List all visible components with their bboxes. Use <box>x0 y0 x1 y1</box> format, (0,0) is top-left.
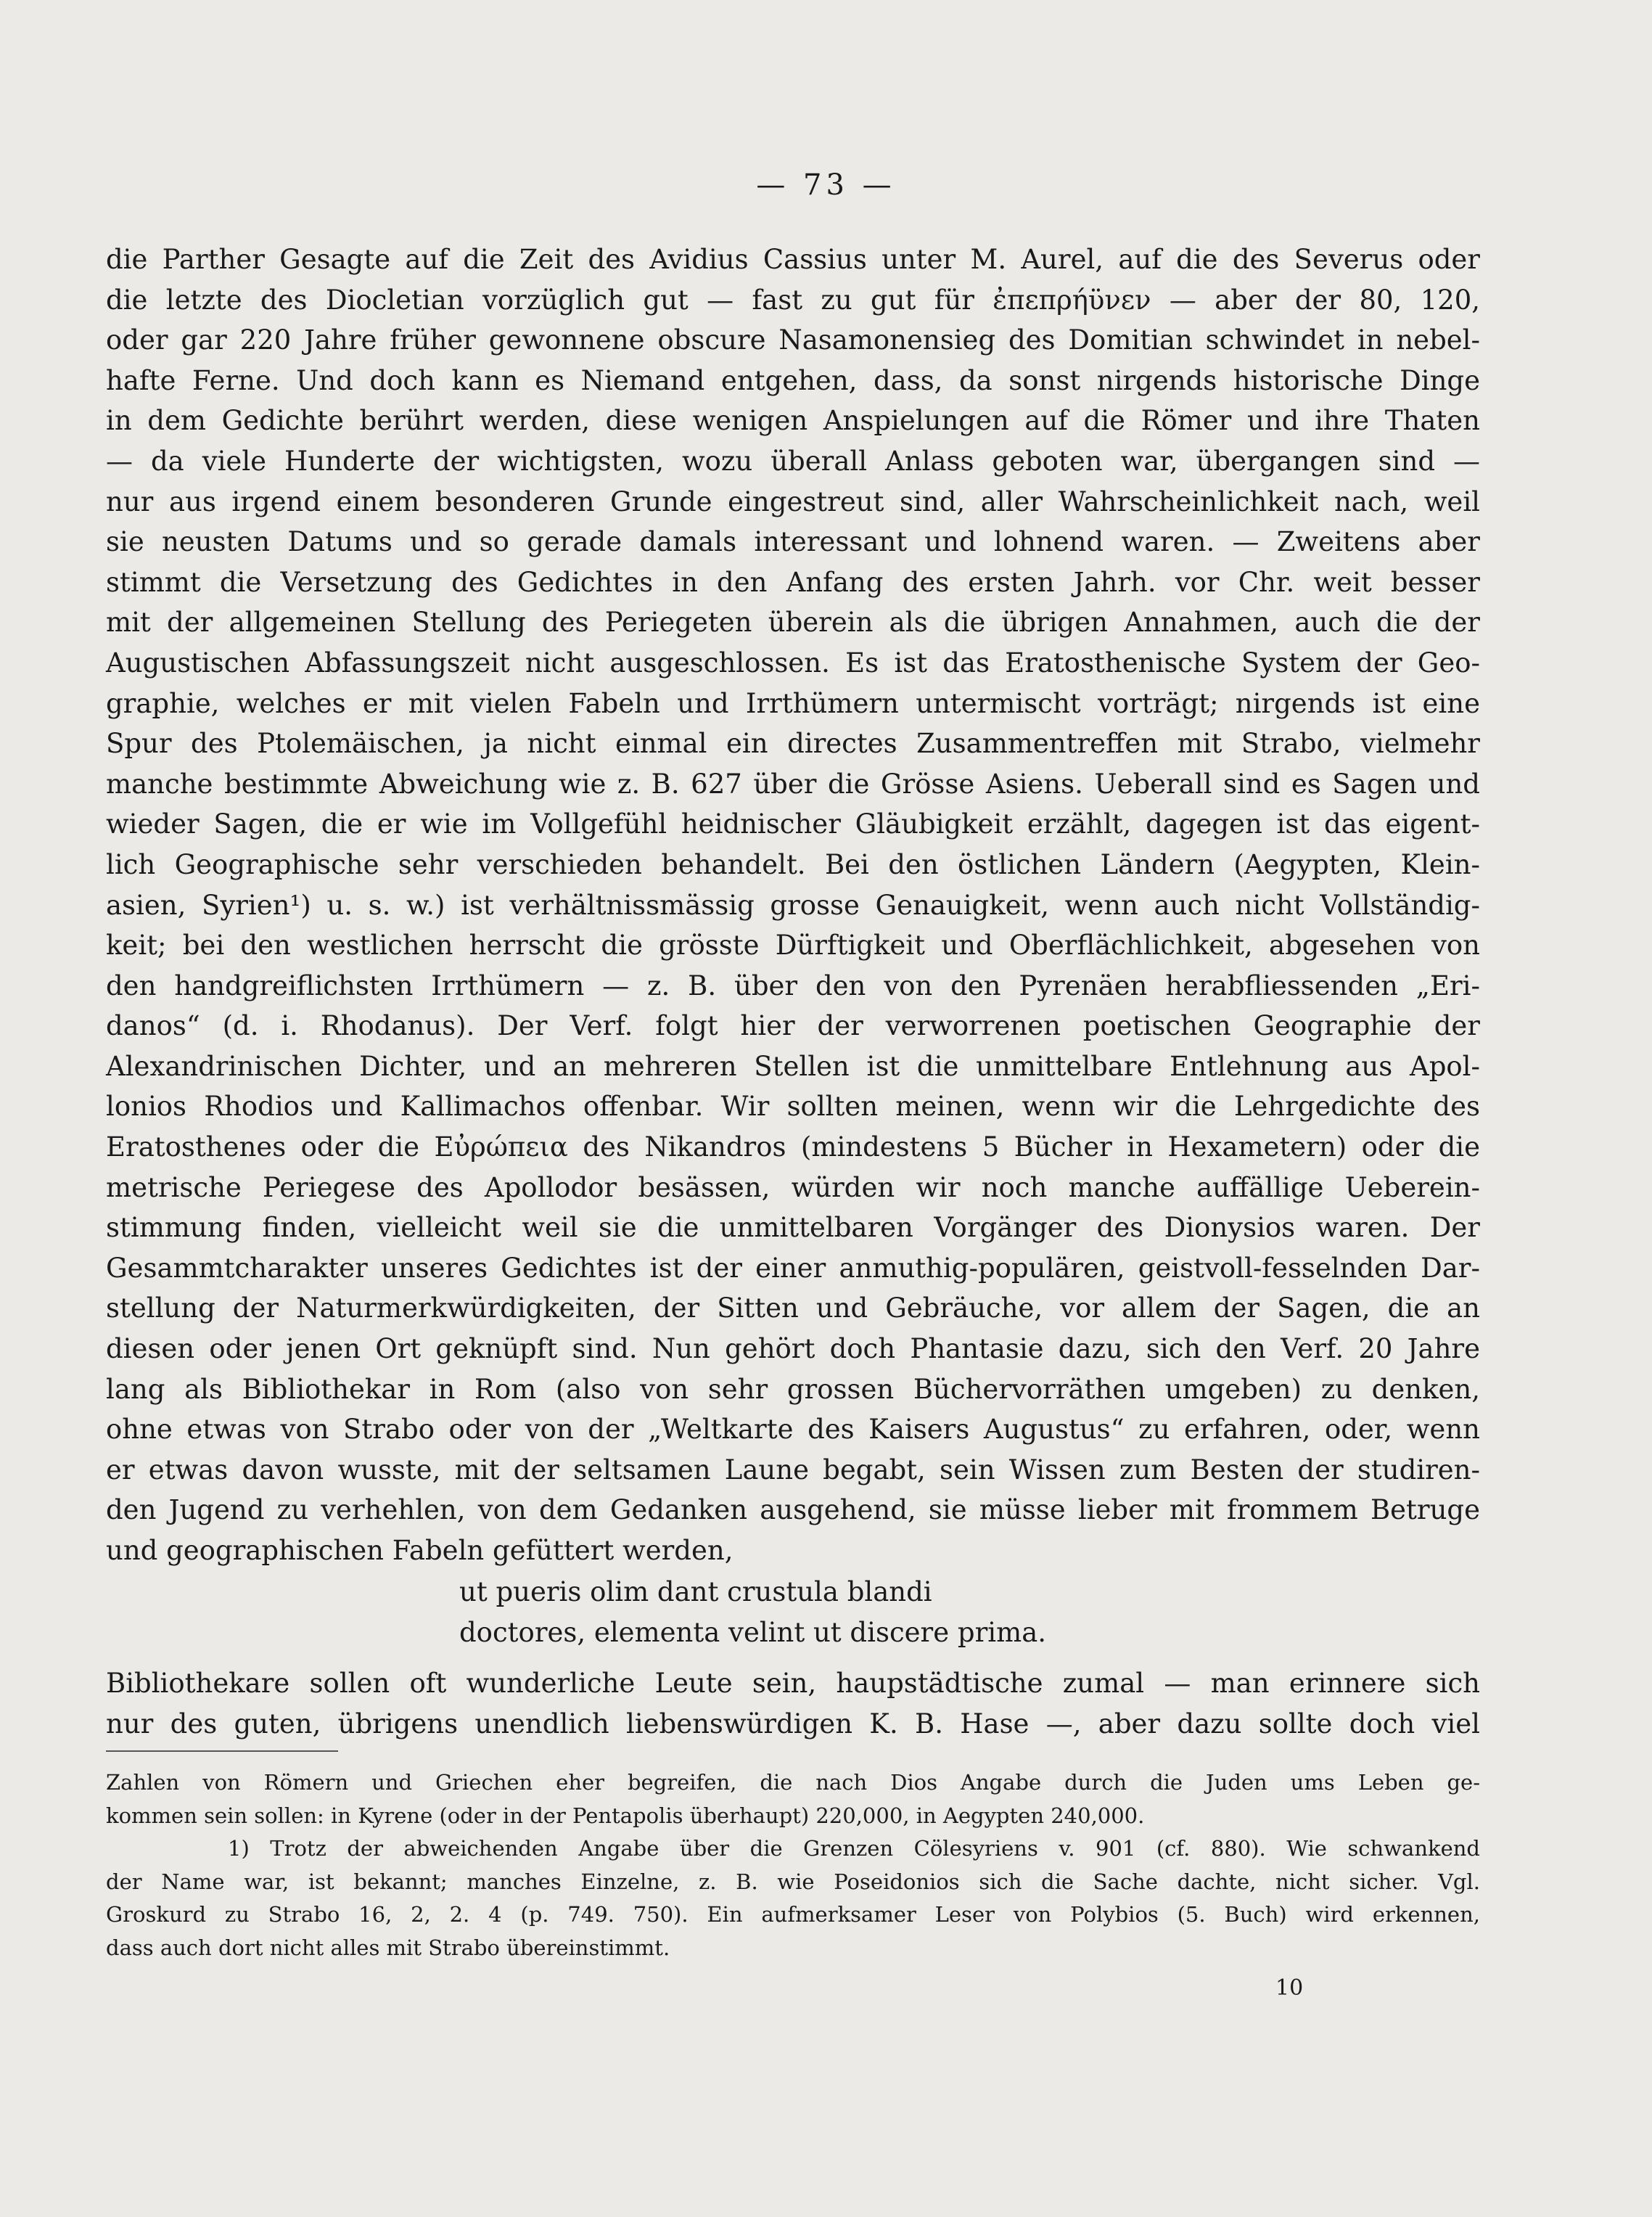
text-line: sie neusten Datums und so gerade damals interessant und lohnend waren. — Zweitens aber <box>106 526 1480 558</box>
text-line: metrische Periegese des Apollodor besässen, würden wir noch manche auffällige Ueberein- <box>106 1171 1480 1203</box>
text-line: Eratosthenes oder die Εὐρώπεια des Nikandros (mindestens 5 Bücher in Hexametern) oder die <box>106 1131 1480 1163</box>
text-line: Bibliothekare sollen oft wunderliche Leute sein, haupstädtische zumal — man erinnere sich <box>106 1668 1480 1699</box>
text-line: die letzte des Diocletian vorzüglich gut — fast zu gut für ἐπεπρήϋνεν — aber der 80, 120, <box>106 284 1480 316</box>
text-line: die Parther Gesagte auf die Zeit des Avidius Cassius unter M. Aurel, auf die des Severus oder <box>106 244 1480 275</box>
text-line: nur aus irgend einem besonderen Grunde eingestreut sind, aller Wahrscheinlichkeit nach, weil <box>106 485 1480 517</box>
text-line: Gesammtcharakter unseres Gedichtes ist der einer anmuthig-populären, geistvoll-fesselnden Dar- <box>106 1252 1480 1284</box>
text-line: in dem Gedichte berührt werden, diese wenigen Anspielungen auf die Römer und ihre Thaten <box>106 405 1480 437</box>
text-line: danos“ (d. i. Rhodanus). Der Verf. folgt hier der verworrenen poetischen Geographie der <box>106 1010 1480 1042</box>
text-line: — da viele Hunderte der wichtigsten, wozu überall Anlass geboten war, übergangen sind — <box>106 445 1480 477</box>
footnote-divider <box>106 1750 338 1752</box>
text-line: stellung der Naturmerkwürdigkeiten, der Sitten und Gebräuche, vor allem der Sagen, die an <box>106 1292 1480 1324</box>
text-line: asien, Syrien¹) u. s. w.) ist verhältnissmässig grosse Genauigkeit, wenn auch nicht Vollständig- <box>106 889 1480 921</box>
text-line: er etwas davon wusste, mit der seltsamen Laune begabt, sein Wissen zum Besten der studiren- <box>106 1454 1480 1485</box>
text-line: Spur des Ptolemäischen, ja nicht einmal ein directes Zusammentreffen mit Strabo, vielmehr <box>106 728 1480 760</box>
footnote-1-line: 1) Trotz der abweichenden Angabe über die Grenzen Cölesyriens v. 901 (cf. 880). Wie schwankend <box>228 1836 1480 1861</box>
text-line: keit; bei den westlichen herrscht die grösste Dürftigkeit und Oberflächlichkeit, abgesehen von <box>106 930 1480 962</box>
footnote-1-line: Groskurd zu Strabo 16, 2, 2. 4 (p. 749. 750). Ein aufmerksamer Leser von Polybios (5. Buch) wird erkennen, <box>106 1902 1480 1927</box>
text-line: manche bestimmte Abweichung wie z. B. 627 über die Grösse Asiens. Ueberall sind es Sagen und <box>106 768 1480 800</box>
text-line: lich Geographische sehr verschieden behandelt. Bei den östlichen Ländern (Aegypten, Klein- <box>106 848 1480 880</box>
text-line: lonios Rhodios und Kallimachos offenbar. Wir sollten meinen, wenn wir die Lehrgedichte des <box>106 1091 1480 1123</box>
verse-line: doctores, elementa velint ut discere prima. <box>459 1616 1047 1648</box>
body-text <box>106 239 1480 1571</box>
footnote-line: kommen sein sollen: in Kyrene (oder in der Pentapolis überhaupt) 220,000, in Aegypten 240,000. <box>106 1803 1145 1828</box>
text-line: ohne etwas von Strabo oder von der „Weltkarte des Kaisers Augustus“ zu erfahren, oder, wenn <box>106 1414 1480 1446</box>
footnote-1-line: dass auch dort nicht alles mit Strabo übereinstimmt. <box>106 1935 670 1960</box>
body-text-continued <box>106 1663 1480 1744</box>
text-line: stimmt die Versetzung des Gedichtes in den Anfang des ersten Jahrh. vor Chr. weit besser <box>106 566 1480 598</box>
text-line: mit der allgemeinen Stellung des Periegeten überein als die übrigen Annahmen, auch die der <box>106 607 1480 639</box>
verse-quotation <box>459 1572 1046 1652</box>
page-number: — 73 — <box>756 168 896 202</box>
footnote-1-line: der Name war, ist bekannt; manches Einzelne, z. B. wie Poseidonios sich die Sache dachte, nicht sicher. Vgl. <box>106 1869 1480 1894</box>
text-line: lang als Bibliothekar in Rom (also von sehr grossen Büchervorräthen umgeben) zu denken, <box>106 1373 1480 1405</box>
signature-mark: 10 <box>1275 1975 1304 2001</box>
text-line: oder gar 220 Jahre früher gewonnene obscure Nasamonensieg des Domitian schwindet in nebel- <box>106 324 1480 356</box>
text-line: nur des guten, übrigens unendlich liebenswürdigen K. B. Hase —, aber dazu sollte doch viel <box>106 1708 1480 1739</box>
text-line: Augustischen Abfassungszeit nicht ausgeschlossen. Es ist das Eratosthenische System der Geo- <box>106 647 1480 679</box>
text-line: Alexandrinischen Dichter, und an mehreren Stellen ist die unmittelbare Entlehnung aus Apol- <box>106 1050 1480 1082</box>
text-line: den handgreiflichsten Irrthümern — z. B. über den von den Pyrenäen herabfliessenden „Eri- <box>106 970 1480 1001</box>
footnote-line: Zahlen von Römern und Griechen eher begreifen, die nach Dios Angabe durch die Juden ums Leben ge- <box>106 1770 1480 1795</box>
text-line: wieder Sagen, die er wie im Vollgefühl heidnischer Gläubigkeit erzählt, dagegen ist das eigent- <box>106 808 1480 840</box>
text-line: den Jugend zu verhehlen, von dem Gedanken ausgehend, sie müsse lieber mit frommem Betruge <box>106 1494 1480 1526</box>
text-line: diesen oder jenen Ort geknüpft sind. Nun gehört doch Phantasie dazu, sich den Verf. 20 Jahre <box>106 1333 1480 1365</box>
verse-line: ut pueris olim dant crustula blandi <box>459 1576 932 1607</box>
text-line: graphie, welches er mit vielen Fabeln und Irrthümern untermischt vorträgt; nirgends ist eine <box>106 687 1480 719</box>
footnotes <box>106 1766 1480 1965</box>
text-line: hafte Ferne. Und doch kann es Niemand entgehen, dass, da sonst nirgends historische Dinge <box>106 364 1480 396</box>
text-line: und geographischen Fabeln gefüttert werden, <box>106 1535 733 1566</box>
text-line: stimmung finden, vielleicht weil sie die unmittelbaren Vorgänger des Dionysios waren. Der <box>106 1212 1480 1244</box>
